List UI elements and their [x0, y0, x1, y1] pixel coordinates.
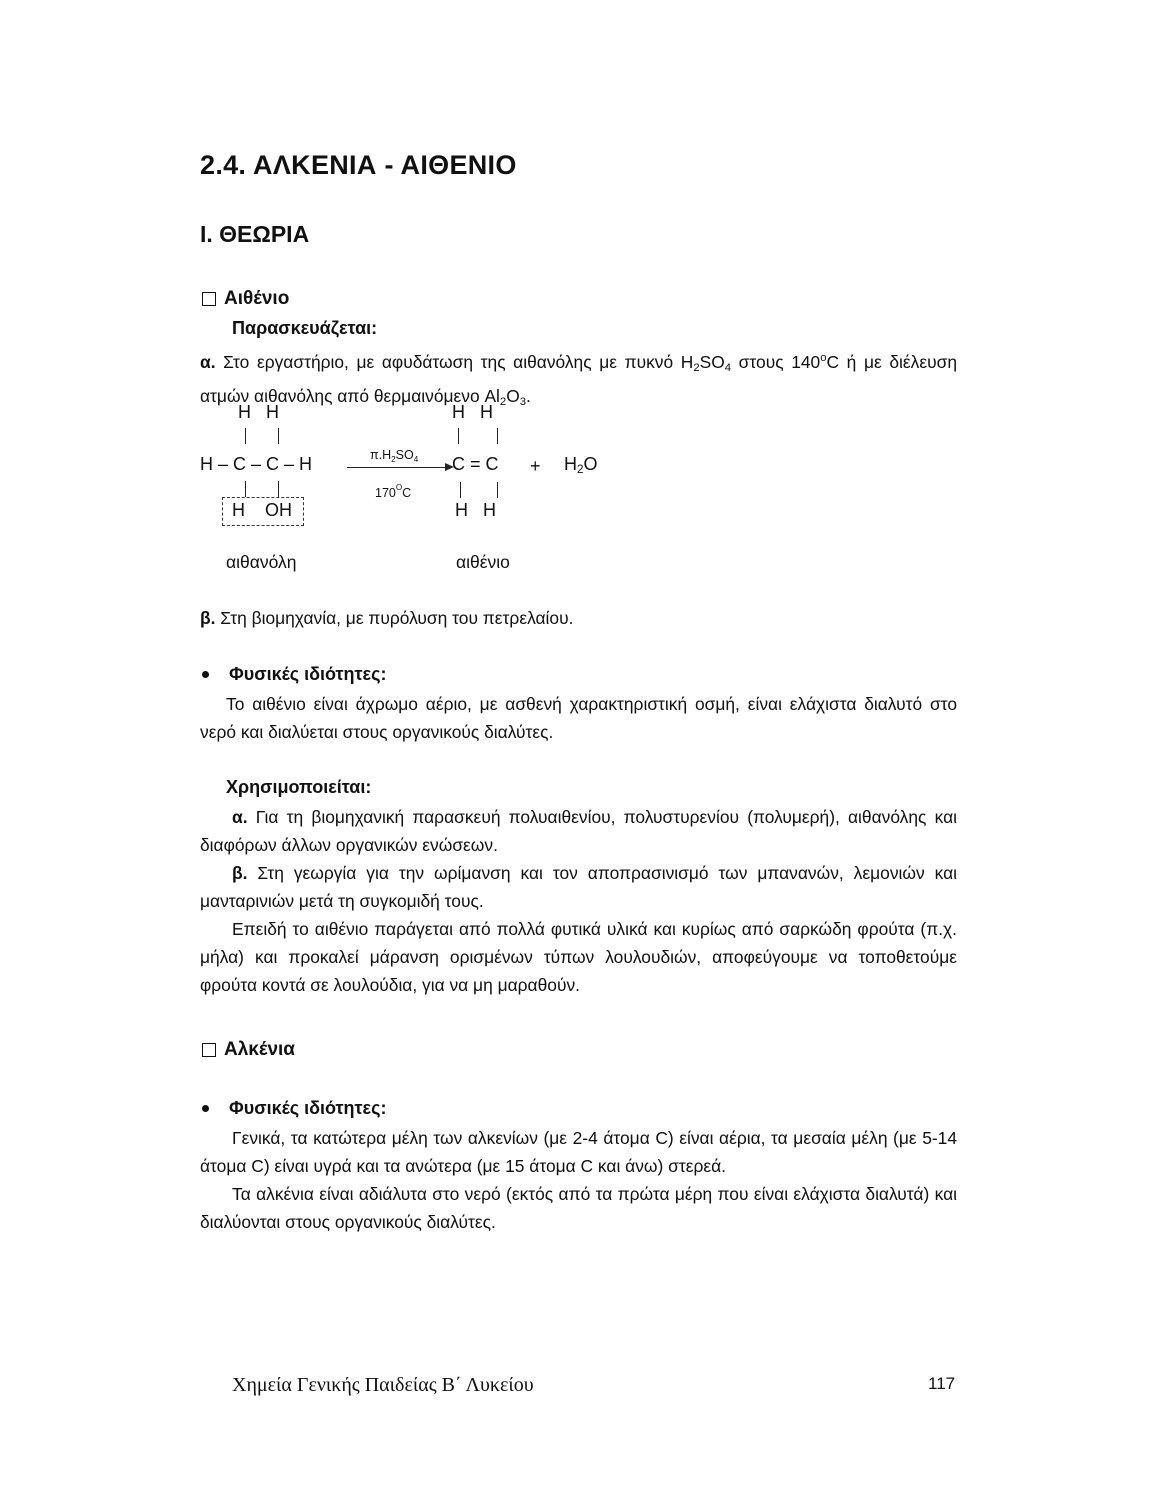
- preparation-b-marker: β.: [200, 608, 216, 628]
- bond-line: [458, 428, 459, 444]
- ethene-caption: αιθένιο: [456, 552, 510, 572]
- bullet-icon: [202, 671, 209, 678]
- reaction-arrow: [347, 467, 451, 468]
- alkenes-paragraph-1: Γενικά, τα κατώτερα μέλη των αλκενίων (με 2-4 άτομα C) είναι αέρια, τα μεσαία μέλη (με 5-14 άτομα C) είναι υγρά και τα ανώτερα (με 15 άτομα C και άνω) στερεά.: [200, 1128, 957, 1177]
- ethanol-top-hydrogens: H H: [238, 402, 280, 422]
- water-product: $H_2O$: [564, 454, 598, 476]
- ethene-physical-properties-text: Το αιθένιο είναι άχρωμο αέριο, με ασθενή χαρακτηριστική οσμή, είναι ελάχιστα διαλυτό στο νερό και διαλύεται στους οργανικούς διαλύτες.: [200, 694, 957, 743]
- bullet-icon: [202, 1105, 209, 1112]
- bond-line: [278, 481, 279, 497]
- use-b-marker: β.: [232, 863, 248, 883]
- bond-line: [245, 481, 246, 497]
- bond-line: [278, 428, 279, 444]
- ethanol-bottom-groups: H OH: [232, 500, 293, 520]
- section-heading-theory: I. ΘΕΩΡΙΑ: [200, 221, 310, 247]
- ethanol-carbon-chain: H – C – C – H: [200, 454, 313, 474]
- preparation-b-paragraph: β. Στη βιομηχανία, με πυρόλυση του πετρελαίου.: [200, 608, 574, 628]
- chapter-heading: 2.4. ΑΛΚΕΝΙΑ - ΑΙΘΕΝΙΟ: [200, 150, 517, 180]
- checkbox-square-icon: [202, 292, 216, 306]
- alkenes-title-text: Αλκένια: [224, 1039, 295, 1060]
- ethene-note-paragraph: Επειδή το αιθένιο παράγεται από πολλά φυτικά υλικά και κυρίως από σαρκώδη φρούτα (π.χ. μήλα) και προκαλεί μάρανση ορισμένων τύπων λουλουδιών, αποφεύγουμε να τοποθετούμε φρούτα κοντά σε λουλούδια, για να μη μαραθούν.: [200, 919, 957, 996]
- preparation-label: Παρασκευάζεται:: [232, 318, 378, 338]
- bond-line: [497, 482, 498, 498]
- ethene-top-hydrogens: H H: [452, 402, 494, 422]
- preparation-a-paragraph: α. Στο εργαστήριο, με αφυδάτωση της αιθανόλης με πυκνό $H_2SO_4$ στους 140$^o$C ή με διέλευση ατμών αιθανόλης από θερμαινόμενο $Al_2O_3$.: [200, 352, 957, 409]
- reaction-condition-temperature: $170^OC$: [375, 483, 412, 500]
- checkbox-square-icon: [202, 1043, 216, 1057]
- ethanol-caption: αιθανόλη: [226, 552, 297, 572]
- ethene-bottom-hydrogens: H H: [455, 500, 497, 520]
- alkenes-section-title: [202, 1039, 295, 1061]
- reaction-condition-acid: $\pi.H_2SO_4$: [370, 448, 419, 464]
- ethene-double-bond: C = C: [452, 454, 499, 474]
- use-a-paragraph: α. Για τη βιομηχανική παρασκευή πολυαιθενίου, πολυστυρενίου (πολυμερή), αιθανόλης και διαφόρων άλλων οργανικών ενώσεων.: [200, 807, 957, 856]
- bond-line: [460, 482, 461, 498]
- preparation-a-marker: α.: [200, 352, 216, 372]
- use-a-marker: α.: [232, 807, 248, 827]
- reaction-plus: +: [530, 456, 541, 476]
- use-b-paragraph: β. Στη γεωργία για την ωρίμανση και τον αποπρασινισμό των μπανανών, λεμονιών και μανταρινιών μετά τη συγκομιδή τους.: [200, 863, 957, 912]
- ethene-section-title: [202, 288, 289, 310]
- alkenes-paragraph-2: Τα αλκένια είναι αδιάλυτα στο νερό (εκτός από τα πρώτα μέρη που είναι ελάχιστα διαλυτά) και διαλύονται στους οργανικούς διαλύτες.: [200, 1184, 957, 1233]
- footer-book-title: Χημεία Γενικής Παιδείας Β΄ Λυκείου: [232, 1374, 534, 1396]
- uses-label: Χρησιμοποιείται:: [226, 777, 372, 797]
- bond-line: [245, 428, 246, 444]
- ethene-physical-properties-heading: Φυσικές ιδιότητες:: [200, 664, 386, 685]
- alkenes-physical-properties-heading: Φυσικές ιδιότητες:: [200, 1098, 386, 1119]
- bond-line: [497, 428, 498, 444]
- page-number: 117: [928, 1374, 956, 1393]
- ethene-title-text: Αιθένιο: [224, 288, 290, 309]
